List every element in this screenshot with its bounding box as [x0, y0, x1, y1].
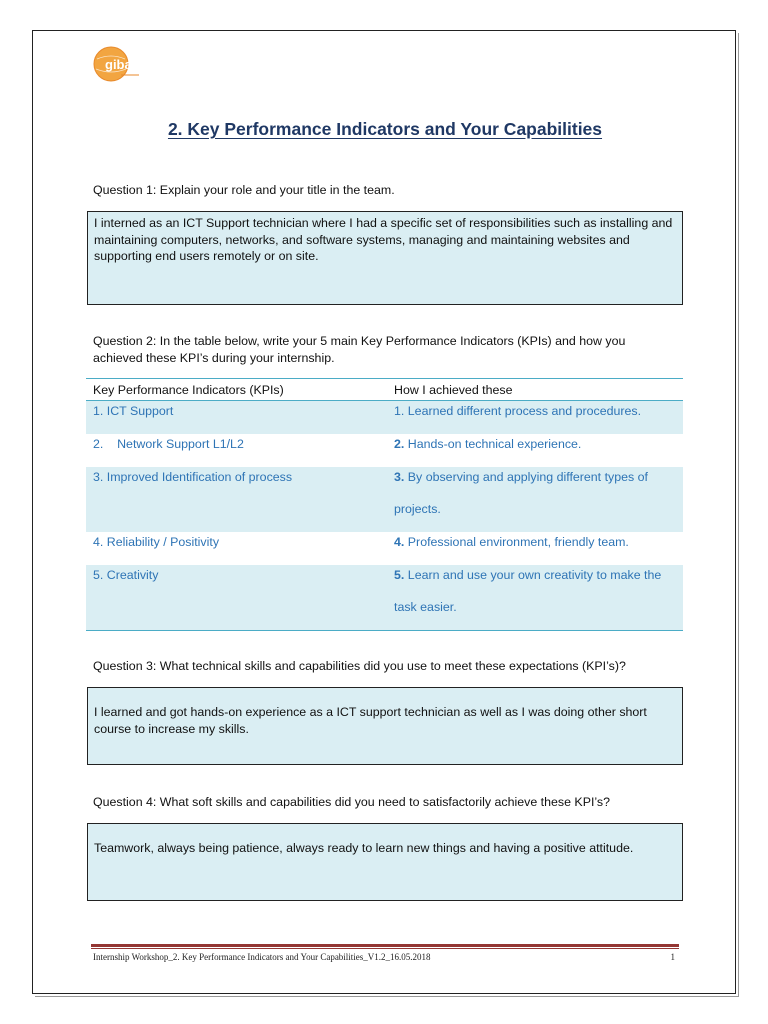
document-page [32, 30, 736, 994]
page-number: 1 [670, 952, 675, 962]
how-cell [386, 401, 683, 434]
answer-3-box[interactable] [87, 687, 683, 765]
how-number: 4. [394, 535, 405, 549]
kpi-cell: 3. Improved Identification of process [93, 470, 293, 484]
kpi-row [86, 565, 683, 630]
kpi-header-col1: Key Performance Indicators (KPIs) [93, 382, 284, 397]
answer-1-text: I interned as an ICT Support technician where I had a specific set of responsibilities such as installing and maintaining computers, networks, and software systems, managing and maintaining websites and supporting end users remotely or on site. [94, 216, 673, 263]
kpi-row [86, 467, 683, 532]
how-cell [386, 557, 683, 630]
kpi-cell: 1. ICT Support [93, 404, 174, 418]
how-number: 5. [394, 568, 405, 582]
how-text: Learn and use your own creativity to make the task easier. [394, 568, 662, 614]
footer-rule [91, 944, 679, 947]
how-number: 2. [394, 437, 405, 451]
logo-text: giba [105, 57, 132, 72]
answer-3-text: I learned and got hands-on experience as a ICT support technician as well as I was doing other short course to increase my skills. [94, 705, 647, 736]
kpi-row [86, 401, 683, 434]
kpi-cell: 4. Reliability / Positivity [93, 535, 220, 549]
answer-4-text: Teamwork, always being patience, always ready to learn new things and having a positive attitude. [94, 841, 634, 855]
kpi-cell: 2. Network Support L1/L2 [93, 437, 244, 451]
giba-logo [91, 45, 143, 83]
how-number: 1. [394, 404, 405, 418]
question-4: Question 4: What soft skills and capabilities did you need to satisfactorily achieve these KPI’s? [93, 795, 611, 809]
how-text: Learned different process and procedures. [404, 404, 642, 418]
question-3: Question 3: What technical skills and capabilities did you use to meet these expectations (KPI’s)? [93, 659, 626, 673]
answer-1-box[interactable] [87, 211, 683, 305]
kpi-table-header [86, 379, 683, 401]
kpi-header-col2: How I achieved these [394, 382, 513, 397]
footer [93, 952, 675, 962]
footer-text: Internship Workshop_2. Key Performance Indicators and Your Capabilities_V1.2_16.05.2018 [93, 952, 431, 962]
footer-rule-thin [91, 948, 679, 949]
answer-4-box[interactable] [87, 823, 683, 901]
how-cell [386, 459, 683, 532]
how-text: By observing and applying different types of projects. [394, 470, 648, 516]
page-title: 2. Key Performance Indicators and Your Capabilities [167, 119, 603, 139]
how-text: Professional environment, friendly team. [407, 535, 629, 549]
kpi-table [86, 378, 683, 631]
question-2: Question 2: In the table below, write your 5 main Key Performance Indicators (KPIs) and how you achieved these KPI’s during your internship. [93, 334, 626, 365]
question-1: Question 1: Explain your role and your title in the team. [93, 183, 395, 197]
how-text: Hands-on technical experience. [407, 437, 582, 451]
kpi-cell: 5. Creativity [93, 568, 159, 582]
how-number: 3. [394, 470, 405, 484]
